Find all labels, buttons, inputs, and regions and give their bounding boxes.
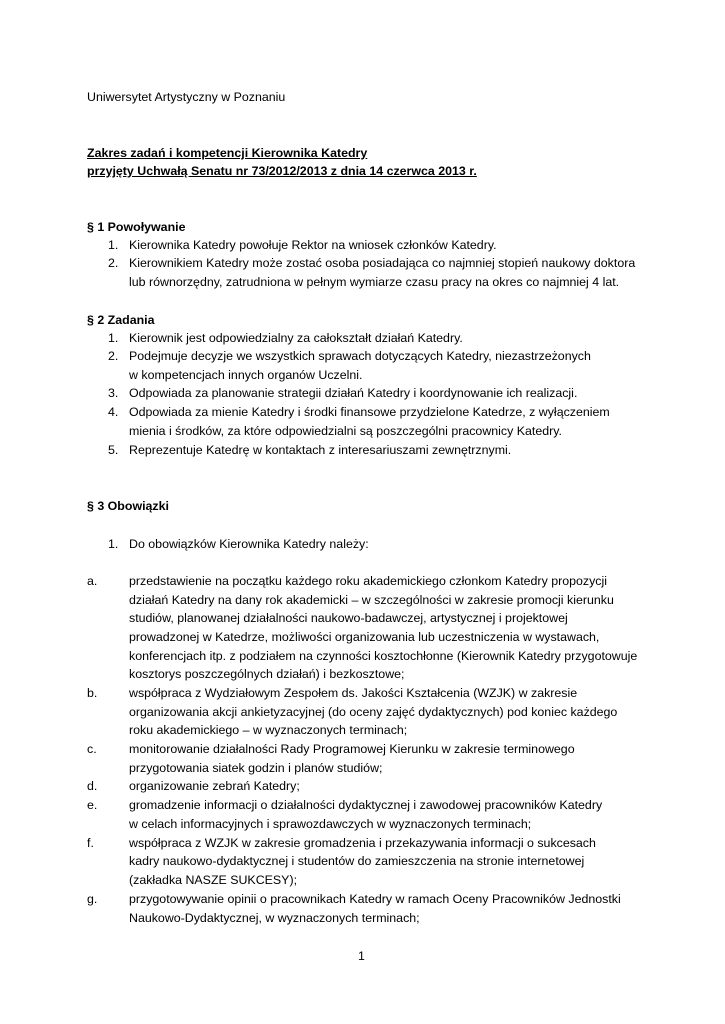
list-item-text: działań Katedry na dany rok akademicki – w szczególności w zakresie promocji kierunku bbox=[129, 593, 614, 607]
list-item-number: 3. bbox=[108, 386, 119, 400]
list-item-text: gromadzenie informacji o działalności dydaktycznej i zawodowej pracowników Katedry bbox=[129, 798, 603, 812]
list-item-letter: a. bbox=[87, 574, 98, 588]
document-title-line-2: przyjęty Uchwałą Senatu nr 73/2012/2013 z dnia 14 czerwca 2013 r. bbox=[87, 164, 477, 178]
list-item-text: monitorowanie działalności Rady Programowej Kierunku w zakresie terminowego bbox=[129, 742, 575, 756]
list-item-text: Odpowiada za mienie Katedry i środki finansowe przydzielone Katedrze, z wyłączeniem bbox=[129, 405, 610, 419]
list-item-number: 5. bbox=[108, 443, 119, 457]
list-item-text: organizowania akcji ankietyzacyjnej (do oceny zajęć dydaktycznych) pod koniec każdego bbox=[129, 705, 618, 719]
list-item-text: w kompetencjach innych organów Uczelni. bbox=[129, 368, 363, 382]
list-item-letter: e. bbox=[87, 798, 98, 812]
list-item-number: 2. bbox=[108, 256, 119, 270]
list-item-text: Kierownika Katedry powołuje Rektor na wniosek członków Katedry. bbox=[129, 238, 497, 252]
list-item-letter: d. bbox=[87, 779, 98, 793]
list-item-text: przygotowania siatek godzin i planów studiów; bbox=[129, 761, 383, 775]
list-item-letter: c. bbox=[87, 742, 97, 756]
page-number: 1 bbox=[358, 949, 365, 963]
list-item-text: organizowanie zebrań Katedry; bbox=[129, 779, 300, 793]
list-item-text: kosztorys poszczególnych działań) i bezkosztowe; bbox=[129, 667, 405, 681]
university-name: Uniwersytet Artystyczny w Poznaniu bbox=[87, 90, 286, 104]
list-item-text: Naukowo-Dydaktycznej, w wyznaczonych terminach; bbox=[129, 911, 420, 925]
list-item-text: przedstawienie na początku każdego roku akademickiego członkom Katedry propozycji bbox=[129, 574, 607, 588]
section-2-heading: § 2 Zadania bbox=[87, 313, 155, 327]
list-item-number: 1. bbox=[108, 537, 119, 551]
section-3-heading: § 3 Obowiązki bbox=[87, 499, 169, 513]
list-item-text: kadry naukowo-dydaktycznej i studentów do zamieszczenia na stronie internetowej bbox=[129, 854, 585, 868]
list-item-text: w celach informacyjnych i sprawozdawczych w wyznaczonych terminach; bbox=[129, 817, 532, 831]
list-item-letter: b. bbox=[87, 686, 98, 700]
list-item-text: konferencjach itp. z podziałem na czynności kosztochłonne (Kierownik Katedry przygotowuje bbox=[129, 649, 638, 663]
section-3-intro: Do obowiązków Kierownika Katedry należy: bbox=[129, 537, 369, 551]
list-item-text: współpraca z WZJK w zakresie gromadzenia i przekazywania informacji o sukcesach bbox=[129, 836, 596, 850]
section-1-heading: § 1 Powoływanie bbox=[87, 220, 186, 234]
list-item-text: współpraca z Wydziałowym Zespołem ds. Jakości Kształcenia (WZJK) w zakresie bbox=[129, 686, 578, 700]
list-item-text: Kierownik jest odpowiedzialny za całokształt działań Katedry. bbox=[129, 331, 463, 345]
list-item-text: Podejmuje decyzje we wszystkich sprawach dotyczących Katedry, niezastrzeżonych bbox=[129, 349, 591, 363]
list-item-number: 4. bbox=[108, 405, 119, 419]
list-item-number: 1. bbox=[108, 238, 119, 252]
list-item-text: Odpowiada za planowanie strategii działań Katedry i koordynowanie ich realizacji. bbox=[129, 386, 578, 400]
list-item-text: lub równorzędny, zatrudniona w pełnym wymiarze czasu pracy na okres co najmniej 4 lat. bbox=[129, 275, 620, 289]
list-item-text: mienia i środków, za które odpowiedzialni są poszczególni pracownicy Katedry. bbox=[129, 424, 562, 438]
list-item-letter: g. bbox=[87, 892, 98, 906]
list-item-text: Kierownikiem Katedry może zostać osoba posiadająca co najmniej stopień naukowy doktora bbox=[129, 256, 636, 270]
document-title-line-1: Zakres zadań i kompetencji Kierownika Katedry bbox=[87, 146, 368, 160]
list-item-text: roku akademickiego – w wyznaczonych terminach; bbox=[129, 723, 408, 737]
list-item-text: (zakładka NASZE SUKCESY); bbox=[129, 873, 298, 887]
list-item-number: 2. bbox=[108, 349, 119, 363]
list-item-number: 1. bbox=[108, 331, 119, 345]
list-item-letter: f. bbox=[87, 836, 94, 850]
list-item-text: Reprezentuje Katedrę w kontaktach z interesariuszami zewnętrznymi. bbox=[129, 443, 512, 457]
list-item-text: studiów, planowanej działalności naukowo-badawczej, artystycznej i projektowej bbox=[129, 611, 568, 625]
list-item-text: przygotowywanie opinii o pracownikach Katedry w ramach Oceny Pracowników Jednostki bbox=[129, 892, 621, 906]
list-item-text: prowadzonej w Katedrze, możliwości organizowania lub uczestniczenia w wystawach, bbox=[129, 630, 600, 644]
